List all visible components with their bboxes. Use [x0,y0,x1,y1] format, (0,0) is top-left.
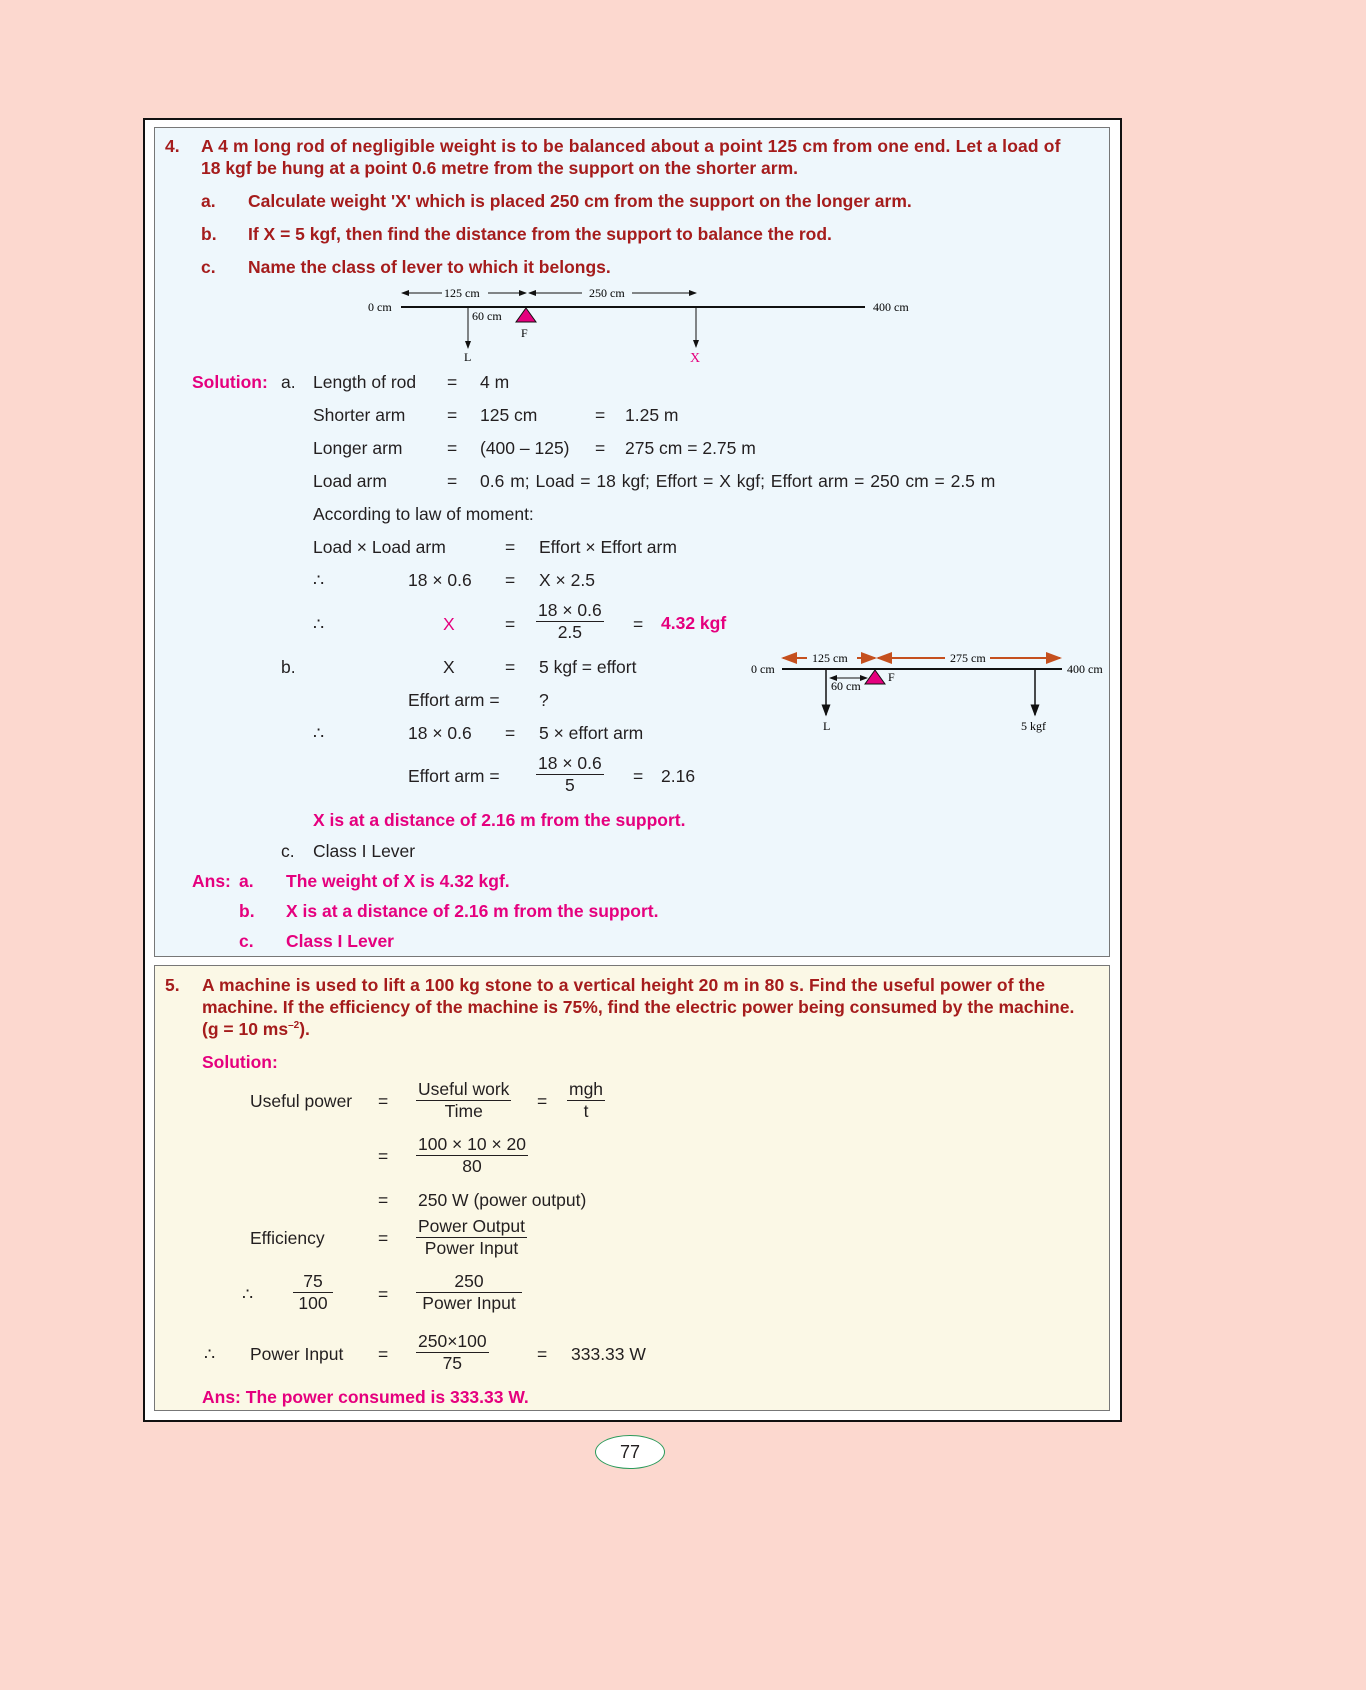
equals: = [378,1190,389,1210]
fraction [567,1079,605,1122]
denominator: 100 [298,1293,328,1313]
equals: = [378,1091,389,1111]
page-number: 77 [595,1435,665,1469]
load-label: L [823,719,831,733]
answer-text: The weight of X is 4.32 kgf. [286,871,510,891]
value: 1.25 m [625,405,679,425]
equals: = [378,1228,389,1248]
value: 0.6 m; Load = 18 kgf; Effort = X kgf; Effort arm = 250 cm = 2.5 m [480,471,996,491]
label: Length of rod [313,372,417,392]
fulcrum-icon [865,670,885,684]
solution-label: Solution: [192,372,268,392]
part-text: Calculate weight 'X' which is placed 250 cm from the support on the longer arm. [248,191,912,211]
part-label: c. [201,257,216,277]
fraction [416,1331,489,1374]
load-label: L [464,350,472,364]
denominator: t [583,1101,589,1121]
label: Useful power [250,1091,353,1111]
answer: Ans: The power consumed is 333.33 W. [202,1387,529,1407]
result: 2.16 [661,766,696,786]
equals: = [505,537,516,557]
question-text: 18 kgf be hung at a point 0.6 metre from the support on the shorter arm. [201,158,799,178]
text: (g = 10 ms [202,1019,289,1039]
label: Efficiency [250,1228,325,1248]
equals: = [505,570,516,590]
part-label: b. [201,224,217,244]
equals: = [505,723,516,743]
result: 4.32 kgf [661,613,727,633]
start-label: 0 cm [751,662,775,676]
question-number: 5. [165,975,180,995]
denominator: 80 [462,1156,482,1176]
value: 275 cm = 2.75 m [625,438,756,458]
superscript: –2 [288,1020,300,1032]
question-text: machine. If the efficiency of the machine is 75%, find the electric power being consumed by the machine. [202,997,1075,1017]
denominator: 75 [442,1353,463,1373]
variable: X [443,614,455,634]
end-label: 400 cm [1067,662,1103,676]
part-label: a. [281,372,296,392]
text: Effort arm = [408,690,500,710]
fraction [536,600,604,643]
text: 5 kgf = effort [539,657,637,677]
solution-label: Solution: [202,1052,278,1072]
numerator: mgh [569,1079,604,1099]
value: 250 W (power output) [418,1190,587,1210]
text: Effort × Effort arm [539,537,677,557]
label: Power Input [250,1344,344,1364]
fulcrum-icon [516,308,536,322]
label: Longer arm [313,438,403,458]
load-distance: 60 cm [831,679,861,693]
denominator: Power Input [422,1293,516,1313]
conclusion: X is at a distance of 2.16 m from the support. [313,810,686,830]
answer-label: Ans: [192,871,231,891]
numerator: 18 × 0.6 [538,600,602,620]
start-label: 0 cm [368,300,392,314]
equals: = [447,471,458,491]
numerator: 250 [416,1271,522,1293]
denominator: 2.5 [557,622,583,642]
equals: = [505,657,516,677]
fraction [416,1271,522,1314]
fulcrum-label: F [888,670,895,684]
denominator: Time [444,1101,483,1121]
question-number: 4. [165,136,180,156]
therefore-symbol: ∴ [204,1344,216,1364]
text: X [443,657,455,677]
load-distance: 60 cm [472,309,502,323]
therefore-symbol: ∴ [313,614,325,634]
fraction [293,1271,333,1314]
result: 333.33 W [571,1344,646,1364]
numerator: Useful work [418,1079,510,1099]
dim-label: 125 cm [812,651,848,665]
text: 18 × 0.6 [408,570,472,590]
text: 5 × effort arm [539,723,644,743]
equals: = [505,614,516,634]
text: ? [539,690,549,710]
text: ). [299,1019,310,1039]
therefore-symbol: ∴ [242,1284,254,1304]
answer-text: X is at a distance of 2.16 m from the support. [286,901,659,921]
numerator: 100 × 10 × 20 [418,1134,527,1154]
answer-part: a. [239,871,254,891]
text: Effort arm = [408,766,500,786]
dim-label: 250 cm [589,286,625,300]
question-text [202,1019,310,1040]
equals: = [537,1091,548,1111]
denominator: 5 [565,775,575,795]
answer-part: b. [239,901,255,921]
text: Load × Load arm [313,537,446,557]
numerator: Power Output [418,1216,525,1236]
equals: = [633,766,644,786]
answer-part: c. [239,931,254,951]
equals: = [378,1146,389,1166]
equals: = [447,405,458,425]
effort-label: X [690,351,701,366]
equals: = [378,1284,389,1304]
lever-diagram-2 [745,645,1115,740]
fraction [536,753,604,796]
numerator: 250×100 [418,1331,487,1351]
part-label: a. [201,191,216,211]
label: Load arm [313,471,387,491]
therefore-symbol: ∴ [313,723,325,743]
numerator: 75 [293,1271,333,1293]
fulcrum-label: F [521,326,528,340]
end-label: 400 cm [873,300,909,314]
text: 18 × 0.6 [408,723,472,743]
denominator: Power Input [424,1238,519,1258]
label: Shorter arm [313,405,406,425]
value: 4 m [480,372,510,392]
value: (400 – 125) [480,438,570,458]
dim-label: 125 cm [444,286,480,300]
equals: = [595,438,606,458]
question-text: A 4 m long rod of negligible weight is to be balanced about a point 125 cm from one end. Let a load of [201,136,1061,156]
equals: = [447,372,458,392]
therefore-symbol: ∴ [313,570,325,590]
text: Class I Lever [313,841,416,861]
part-text: Name the class of lever to which it belongs. [248,257,611,277]
fraction [416,1079,511,1122]
part-label: c. [281,841,295,861]
part-text: If X = 5 kgf, then find the distance from the support to balance the rod. [248,224,832,244]
equals: = [633,614,644,634]
equals: = [447,438,458,458]
text: According to law of moment: [313,504,534,524]
fraction [416,1216,527,1259]
effort-label: 5 kgf [1021,719,1046,733]
part-label: b. [281,657,296,677]
value: 125 cm [480,405,538,425]
numerator: 18 × 0.6 [538,753,602,773]
equals: = [537,1344,548,1364]
equals: = [378,1344,389,1364]
answer-text: Class I Lever [286,931,394,951]
lever-diagram-1 [360,280,930,370]
dim-label: 275 cm [950,651,986,665]
equals: = [595,405,606,425]
fraction [416,1134,528,1177]
question-text: A machine is used to lift a 100 kg stone to a vertical height 20 m in 80 s. Find the useful power of the [202,975,1046,995]
text: X × 2.5 [539,570,595,590]
